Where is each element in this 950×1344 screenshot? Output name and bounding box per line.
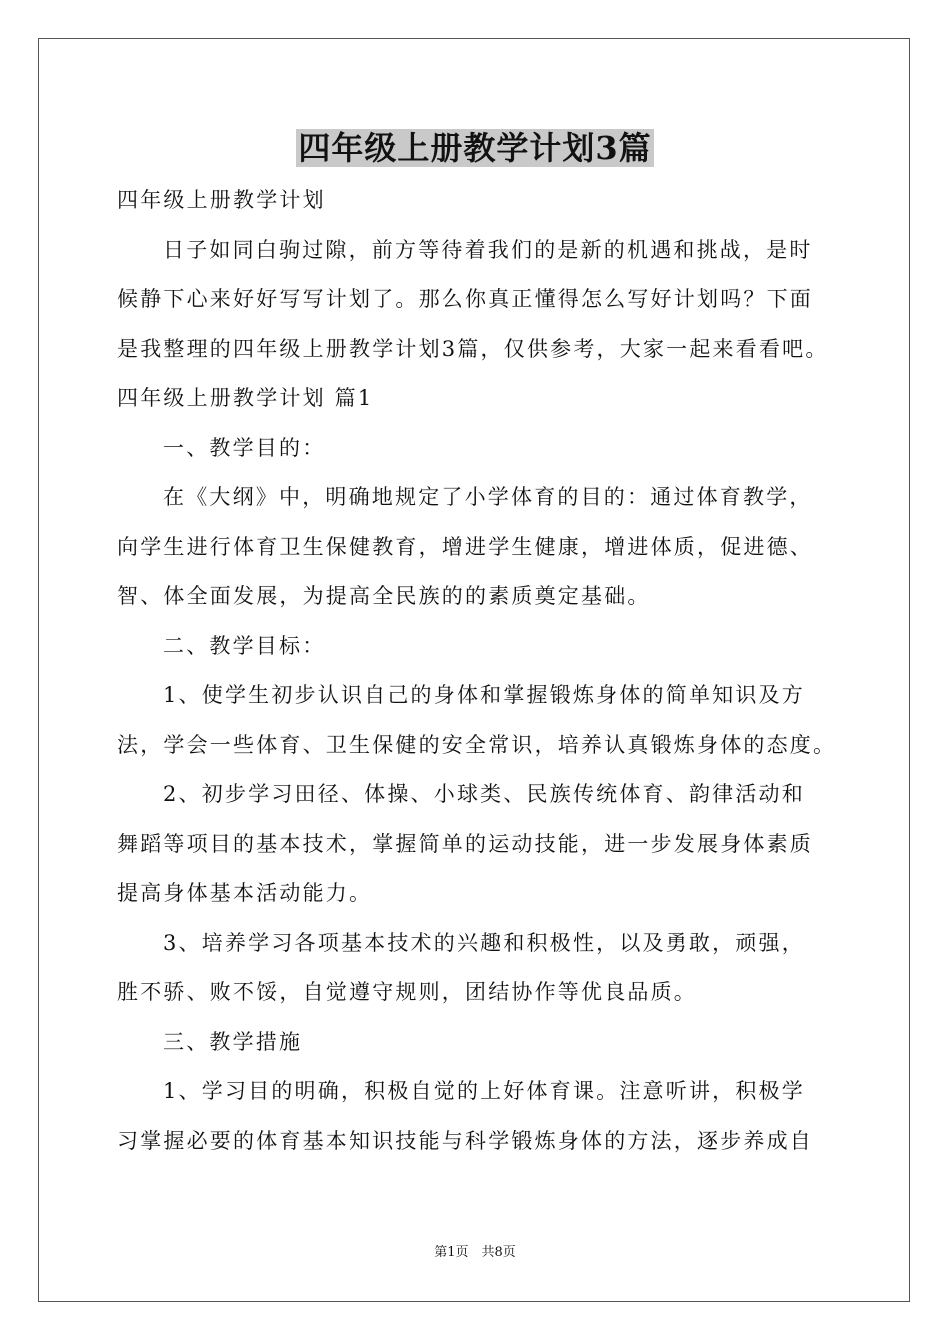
purpose-line-3: 智、体全面发展，为提高全民族的的素质奠定基础。 [117,584,651,608]
intro-line-3: 是我整理的四年级上册教学计划3篇，仅供参考，大家一起来看看吧。 [117,336,829,361]
heading-purpose: 一、教学目的： [163,435,326,460]
goal-3-line-1: 3、培养学习各项基本技术的兴趣和积极性，以及勇敢，顽强， [163,930,805,955]
intro-line-1: 日子如同白驹过隙，前方等待着我们的是新的机遇和挑战，是时 [163,237,813,262]
heading-measures: 三、教学措施 [163,1029,303,1054]
heading-goals: 二、教学目标： [163,633,326,658]
goal-1-line-1: 1、使学生初步认识自己的身体和掌握锻炼身体的简单知识及方 [163,683,805,707]
section-heading: 四年级上册教学计划 篇1 [117,386,374,410]
document-title-text: 四年级上册教学计划3篇 [298,129,652,167]
document-body [117,176,847,1166]
goal-2-line-1: 2、初步学习田径、体操、小球类、民族传统体育、韵律活动和 [163,782,805,806]
subtitle: 四年级上册教学计划 [117,188,326,212]
purpose-line-1: 在《大纲》中，明确地规定了小学体育的目的：通过体育教学， [163,485,813,509]
purpose-line-2: 向学生进行体育卫生保健教育，增进学生健康，增进体质，促进德、 [117,534,813,559]
measure-1-line-1: 1、学习目的明确，积极自觉的上好体育课。注意听讲，积极学 [163,1079,805,1103]
goal-2-line-2: 舞蹈等项目的基本技术，掌握简单的运动技能，进一步发展身体素质 [117,831,813,856]
goal-3-line-2: 胜不骄、败不馁，自觉遵守规则，团结协作等优良品质。 [117,980,697,1004]
intro-line-2: 候静下心来好好写写计划了。那么你真正懂得怎么写好计划吗？下面 [117,287,813,311]
document-title [0,126,950,170]
measure-1-line-2: 习掌握必要的体育基本知识技能与科学锻炼身体的方法，逐步养成自 [117,1128,813,1153]
page-footer: 第1页 共8页 [434,1245,516,1260]
goal-1-line-2: 法，学会一些体育、卫生保健的安全常识，培养认真锻炼身体的态度。 [117,732,837,757]
goal-2-line-3: 提高身体基本活动能力。 [117,881,373,905]
